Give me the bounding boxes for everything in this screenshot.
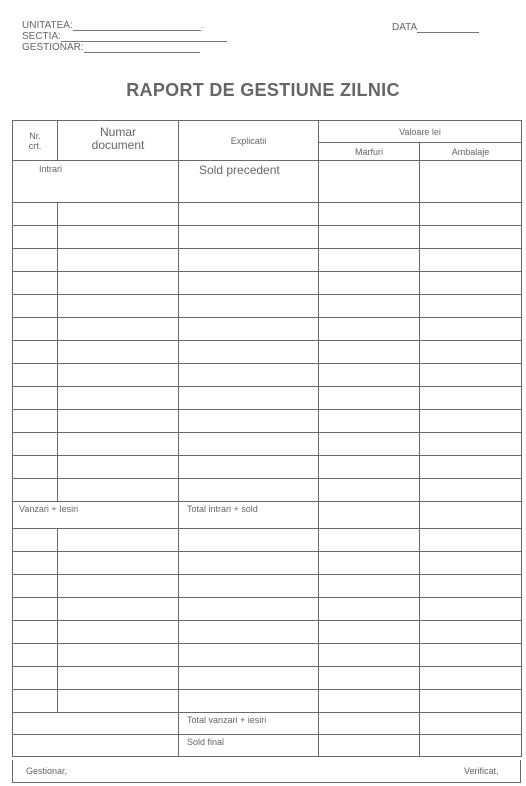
explicatii-cell[interactable]: [179, 203, 319, 226]
nr-crt-cell[interactable]: [13, 318, 58, 341]
intrari-entry-row: [13, 295, 522, 318]
explicatii-header: Explicatii: [179, 121, 319, 161]
explicatii-cell[interactable]: [179, 644, 319, 667]
marfuri-cell[interactable]: [319, 249, 420, 272]
marfuri-cell[interactable]: [319, 456, 420, 479]
numar-document-cell[interactable]: [58, 433, 179, 456]
explicatii-cell[interactable]: [179, 249, 319, 272]
numar-document-cell[interactable]: [58, 644, 179, 667]
intrari-entry-row: [13, 203, 522, 226]
vanzari-entry-row: [13, 598, 522, 621]
marfuri-cell[interactable]: [319, 295, 420, 318]
marfuri-cell[interactable]: [319, 575, 420, 598]
intrari-entry-row: [13, 226, 522, 249]
ambalaje-cell[interactable]: [420, 690, 522, 713]
numar-document-cell[interactable]: [58, 249, 179, 272]
total-vanzari-row-ambalaje-cell[interactable]: [420, 713, 522, 735]
unitatea-label: UNITATEA:: [22, 20, 73, 31]
marfuri-cell[interactable]: [319, 318, 420, 341]
explicatii-cell[interactable]: [179, 598, 319, 621]
vanzari-row-left-label: Vanzari + Iesiri: [19, 504, 79, 514]
vanzari-row-left-cell[interactable]: [13, 502, 179, 529]
nr-crt-cell[interactable]: [13, 644, 58, 667]
valoare-lei-header: Valoare lei: [319, 121, 522, 143]
sold-precedent-ambalaje[interactable]: [420, 161, 522, 203]
intrari-entry-row: [13, 249, 522, 272]
intrari-entry-row: [13, 433, 522, 456]
gestionar-signature: Gestionar,: [26, 766, 68, 776]
total-vanzari-row-label: Total vanzari + iesiri: [187, 715, 267, 725]
nr-crt-cell[interactable]: [13, 529, 58, 552]
page-title: RAPORT DE GESTIUNE ZILNIC: [126, 80, 400, 100]
numar-document-cell[interactable]: [58, 552, 179, 575]
marfuri-cell[interactable]: [319, 387, 420, 410]
intrari-entry-row: [13, 364, 522, 387]
marfuri-header: Marfuri: [319, 143, 420, 161]
ambalaje-cell[interactable]: [420, 667, 522, 690]
marfuri-cell[interactable]: [319, 410, 420, 433]
ambalaje-cell[interactable]: [420, 433, 522, 456]
marfuri-cell[interactable]: [319, 364, 420, 387]
ambalaje-cell[interactable]: [420, 410, 522, 433]
nr-crt-cell[interactable]: [13, 433, 58, 456]
numar-document-cell[interactable]: [58, 364, 179, 387]
nr-crt-cell[interactable]: [13, 341, 58, 364]
numar-document-cell[interactable]: [58, 456, 179, 479]
data-label: DATA: [392, 22, 418, 33]
nr-crt-cell[interactable]: [13, 598, 58, 621]
marfuri-cell[interactable]: [319, 341, 420, 364]
marfuri-cell[interactable]: [319, 667, 420, 690]
intrari-entry-row: [13, 479, 522, 502]
sold-final-row-label: Sold final: [187, 737, 225, 747]
total-vanzari-row-marfuri-cell[interactable]: [319, 713, 420, 735]
numar-document-cell[interactable]: [58, 667, 179, 690]
ambalaje-cell[interactable]: [420, 226, 522, 249]
numar-document-cell[interactable]: [58, 479, 179, 502]
ambalaje-cell[interactable]: [420, 598, 522, 621]
vanzari-entry-row: [13, 690, 522, 713]
numar-document-cell[interactable]: [58, 598, 179, 621]
nr-crt-cell[interactable]: [13, 295, 58, 318]
data-field[interactable]: [392, 22, 479, 33]
numar-document-cell[interactable]: [58, 410, 179, 433]
numar-document-cell[interactable]: [58, 318, 179, 341]
marfuri-cell[interactable]: [319, 621, 420, 644]
intrari-label: Intrari: [39, 164, 63, 174]
vanzari-entry-row: [13, 552, 522, 575]
ambalaje-cell[interactable]: [420, 575, 522, 598]
vanzari-row-label: Total intrari + sold: [187, 504, 258, 514]
marfuri-cell[interactable]: [319, 552, 420, 575]
sectia-line: [61, 32, 227, 42]
explicatii-cell[interactable]: [179, 433, 319, 456]
gestionar-label: GESTIONAR:: [22, 42, 84, 53]
explicatii-cell[interactable]: [179, 410, 319, 433]
intrari-entry-row: [13, 387, 522, 410]
intrari-entry-row: [13, 341, 522, 364]
nr-crt-cell[interactable]: [13, 479, 58, 502]
vanzari-entry-row: [13, 621, 522, 644]
ambalaje-cell[interactable]: [420, 456, 522, 479]
numar-document-cell[interactable]: [58, 529, 179, 552]
explicatii-cell[interactable]: [179, 341, 319, 364]
vanzari-entry-row: [13, 644, 522, 667]
marfuri-cell[interactable]: [319, 433, 420, 456]
footer-border-left: [12, 760, 13, 782]
nr-crt-cell[interactable]: [13, 667, 58, 690]
ambalaje-cell[interactable]: [420, 529, 522, 552]
ambalaje-cell[interactable]: [420, 295, 522, 318]
vanzari-row-marfuri-cell[interactable]: [319, 502, 420, 529]
ambalaje-cell[interactable]: [420, 387, 522, 410]
ambalaje-cell[interactable]: [420, 364, 522, 387]
intrari-entry-row: [13, 318, 522, 341]
nr-crt-cell[interactable]: [13, 364, 58, 387]
sold-precedent-cell[interactable]: [179, 161, 319, 203]
nr-crt-header: Nr. crt.: [13, 121, 58, 161]
sectia-label: SECTIA:: [22, 31, 61, 42]
vanzari-row-ambalaje-cell[interactable]: [420, 502, 522, 529]
sold-final-row-label-cell[interactable]: [179, 735, 319, 757]
explicatii-cell[interactable]: [179, 456, 319, 479]
marfuri-cell[interactable]: [319, 272, 420, 295]
vanzari-row: [13, 502, 522, 529]
vanzari-entry-row: [13, 667, 522, 690]
marfuri-cell[interactable]: [319, 226, 420, 249]
unitatea-field[interactable]: UNITATEA: .: [22, 20, 204, 31]
sold-precedent-marfuri[interactable]: [319, 161, 420, 203]
intrari-row: [13, 161, 522, 203]
nr-crt-cell[interactable]: [13, 249, 58, 272]
nr-crt-cell[interactable]: [13, 410, 58, 433]
marfuri-cell[interactable]: [319, 529, 420, 552]
verificat-signature: Verificat,: [464, 766, 499, 776]
total-vanzari-row-left-cell[interactable]: [13, 713, 179, 735]
explicatii-cell[interactable]: [179, 364, 319, 387]
ambalaje-cell[interactable]: [420, 203, 522, 226]
sold-final-row-ambalaje-cell[interactable]: [420, 735, 522, 757]
unitatea-line: [73, 21, 201, 31]
ambalaje-cell[interactable]: [420, 272, 522, 295]
ambalaje-cell[interactable]: [420, 341, 522, 364]
ambalaje-cell[interactable]: [420, 318, 522, 341]
explicatii-cell[interactable]: [179, 479, 319, 502]
explicatii-cell[interactable]: [179, 529, 319, 552]
numar-document-cell[interactable]: [58, 387, 179, 410]
intrari-entry-row: [13, 410, 522, 433]
footer-border-bottom: [12, 782, 521, 783]
explicatii-cell[interactable]: [179, 226, 319, 249]
explicatii-cell[interactable]: [179, 667, 319, 690]
marfuri-cell[interactable]: [319, 644, 420, 667]
gestionar-line: [84, 43, 200, 53]
explicatii-cell[interactable]: [179, 690, 319, 713]
explicatii-cell[interactable]: [179, 621, 319, 644]
numar-document-cell[interactable]: [58, 272, 179, 295]
nr-crt-cell[interactable]: [13, 456, 58, 479]
gestiune-table: [12, 120, 522, 757]
total-vanzari-row-label-cell[interactable]: [179, 713, 319, 735]
numar-document-header: Numar document: [58, 121, 179, 161]
total-vanzari-row: [13, 713, 522, 735]
explicatii-cell[interactable]: [179, 295, 319, 318]
marfuri-cell[interactable]: [319, 479, 420, 502]
explicatii-cell[interactable]: [179, 575, 319, 598]
sold-precedent-label: Sold precedent: [199, 163, 280, 177]
ambalaje-cell[interactable]: [420, 249, 522, 272]
marfuri-cell[interactable]: [319, 690, 420, 713]
nr-crt-cell[interactable]: [13, 272, 58, 295]
numar-document-cell[interactable]: [58, 690, 179, 713]
intrari-entry-row: [13, 272, 522, 295]
marfuri-cell[interactable]: [319, 598, 420, 621]
sold-final-row: [13, 735, 522, 757]
vanzari-entry-row: [13, 575, 522, 598]
numar-document-cell[interactable]: [58, 575, 179, 598]
intrari-cell[interactable]: [13, 161, 179, 203]
data-line: [417, 23, 479, 33]
gestionar-field[interactable]: [22, 42, 200, 53]
vanzari-entry-row: [13, 529, 522, 552]
explicatii-cell[interactable]: [179, 552, 319, 575]
ambalaje-cell[interactable]: [420, 552, 522, 575]
marfuri-cell[interactable]: [319, 203, 420, 226]
ambalaje-cell[interactable]: [420, 621, 522, 644]
numar-document-cell[interactable]: [58, 621, 179, 644]
numar-document-cell[interactable]: [58, 203, 179, 226]
explicatii-cell[interactable]: [179, 318, 319, 341]
nr-crt-cell[interactable]: [13, 552, 58, 575]
nr-crt-cell[interactable]: [13, 690, 58, 713]
header-row-1: [13, 121, 522, 143]
nr-crt-cell[interactable]: [13, 203, 58, 226]
nr-crt-cell[interactable]: [13, 575, 58, 598]
footer-border-right: [520, 760, 521, 782]
sectia-field[interactable]: [22, 31, 227, 42]
ambalaje-cell[interactable]: [420, 479, 522, 502]
nr-crt-cell[interactable]: [13, 226, 58, 249]
explicatii-cell[interactable]: [179, 387, 319, 410]
sold-final-row-marfuri-cell[interactable]: [319, 735, 420, 757]
nr-crt-cell[interactable]: [13, 387, 58, 410]
sold-final-row-left-cell[interactable]: [13, 735, 179, 757]
numar-document-cell[interactable]: [58, 226, 179, 249]
numar-document-cell[interactable]: [58, 341, 179, 364]
ambalaje-header: Ambalaje: [420, 143, 522, 161]
vanzari-row-label-cell[interactable]: [179, 502, 319, 529]
intrari-entry-row: [13, 456, 522, 479]
numar-document-cell[interactable]: [58, 295, 179, 318]
nr-crt-cell[interactable]: [13, 621, 58, 644]
explicatii-cell[interactable]: [179, 272, 319, 295]
ambalaje-cell[interactable]: [420, 644, 522, 667]
